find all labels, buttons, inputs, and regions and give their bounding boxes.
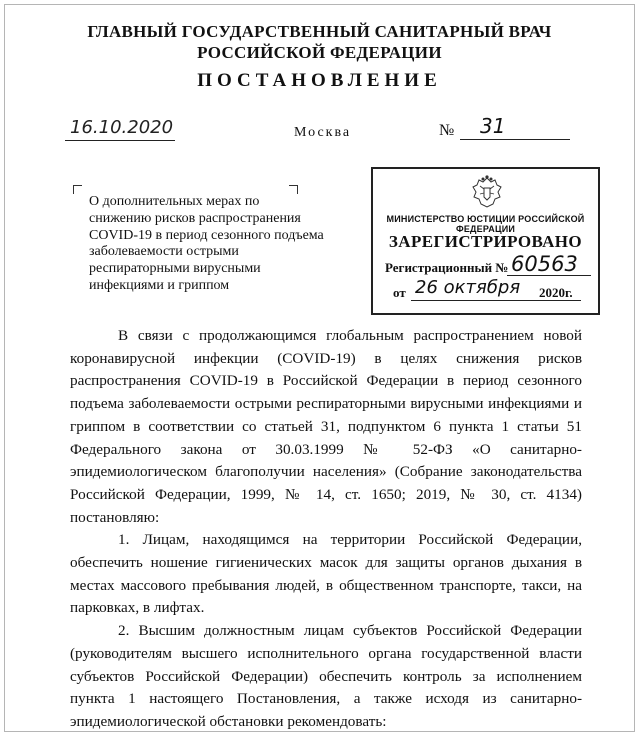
stamp-reg-underline	[507, 275, 591, 276]
body-paragraph-2: 2. Высшим должностным лицам субъектов Российской Федерации (руководителям высшего исполнительного органа государственной власти субъектов Российской Федерации) обеспечить контроль за исполнением пункта 1 настоящего Постановления, а также исходя из санитарно-эпидемиологической обстановки рекомендовать:	[70, 622, 582, 730]
document-page	[4, 4, 635, 732]
subject-bracket-left	[73, 185, 82, 194]
stamp-from-label: от	[393, 285, 406, 300]
authority-subtitle: РОССИЙСКОЙ ФЕДЕРАЦИИ	[197, 43, 442, 62]
authority-title: ГЛАВНЫЙ ГОСУДАРСТВЕННЫЙ САНИТАРНЫЙ ВРАЧ	[87, 22, 552, 41]
stamp-from-year: 2020г.	[539, 285, 573, 300]
number-underline	[460, 139, 570, 140]
body-paragraph-1: 1. Лицам, находящимся на территории Российской Федерации, обеспечить ношение гигиенических масок для защиты органов дыхания в местах массового пребывания людей, в общественном транспорте, такси, на парковках, в лифтах.	[70, 531, 582, 617]
number-sign: №	[439, 122, 455, 139]
coat-of-arms-icon	[471, 175, 503, 209]
document-number: 31	[480, 114, 506, 138]
date-underline	[65, 140, 175, 141]
registration-stamp	[371, 167, 600, 315]
stamp-ministry: МИНИСТЕРСТВО ЮСТИЦИИ РОССИЙСКОЙ ФЕДЕРАЦИИ	[386, 214, 585, 234]
body-paragraph-preamble: В связи с продолжающимся глобальным распространением новой коронавирусной инфекции (COVID-19) в целях снижения рисков распространения COVID-19 в Российской Федерации в период сезонного подъема заболеваемости острыми респираторными вирусными инфекциями и гриппом в соответствии со статьей 31, подпунктом 6 пункта 1 статьи 51 Федерального закона от 30.03.1999 № 52-ФЗ «О санитарно-эпидемиологическом благополучии населения» (Собрание законодательства Российской Федерации, 1999, № 14, ст. 1650; 2019, № 30, ст. 4134) постановляю:	[70, 327, 582, 526]
document-subject: О дополнительных мерах по снижению рисков распространения COVID-19 в период сезонного подъема заболеваемости острыми респираторными вирусными инфекциями и гриппом	[89, 194, 324, 293]
stamp-status: ЗАРЕГИСТРИРОВАНО	[388, 232, 583, 251]
stamp-reg-label: Регистрационный №	[385, 260, 509, 275]
document-city: Москва	[294, 125, 352, 140]
document-date: 16.10.2020	[70, 117, 174, 138]
document-type-title: ПОСТАНОВЛЕНИЕ	[197, 70, 442, 91]
stamp-from-underline	[411, 300, 581, 301]
stamp-from-date: 26 октября	[415, 277, 521, 298]
subject-bracket-right	[289, 185, 298, 194]
document-body	[70, 325, 582, 732]
stamp-reg-number: 60563	[511, 252, 578, 276]
